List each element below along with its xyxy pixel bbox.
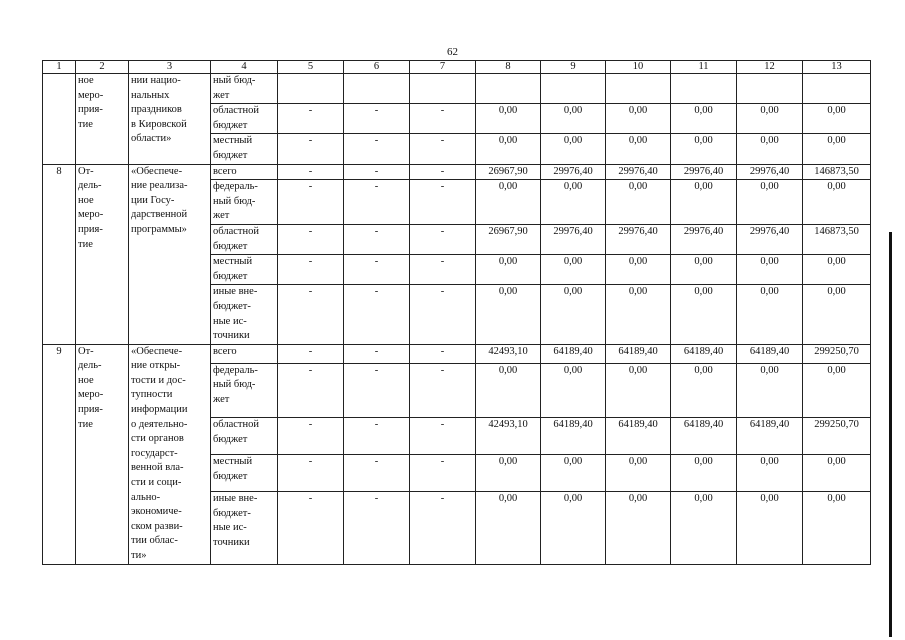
funding-source-cell: местный бюджет [211,455,278,492]
value-cell: 0,00 [541,104,606,134]
table-row [43,164,871,180]
value-cell: 64189,40 [606,344,671,363]
funding-source-cell: федераль- ный бюд- жет [211,180,278,225]
column-number-header: 10 [606,61,671,74]
value-cell: 0,00 [541,455,606,492]
value-cell [344,74,410,104]
value-cell: 64189,40 [541,344,606,363]
value-cell: 0,00 [803,180,871,225]
value-cell: - [410,134,476,164]
value-cell: - [278,164,344,180]
value-cell: - [344,255,410,285]
funding-source-cell: всего [211,344,278,363]
funding-source-cell: иные вне- бюджет- ные ис- точники [211,492,278,565]
value-cell: - [278,224,344,254]
value-cell: 64189,40 [671,344,737,363]
value-cell: - [278,134,344,164]
value-cell: 64189,40 [541,418,606,455]
value-cell: 26967,90 [476,164,541,180]
value-cell: 64189,40 [606,418,671,455]
funding-source-cell: местный бюджет [211,134,278,164]
value-cell: 0,00 [606,134,671,164]
budget-table [42,60,871,565]
column-number-header: 13 [803,61,871,74]
row-number-cell: 8 [43,164,76,344]
value-cell: - [344,285,410,344]
value-cell: - [278,104,344,134]
value-cell: 0,00 [671,180,737,225]
table-row [43,344,871,363]
value-cell: 0,00 [541,363,606,418]
value-cell: - [278,363,344,418]
value-cell [410,74,476,104]
value-cell: 64189,40 [737,418,803,455]
funding-source-cell: федераль- ный бюд- жет [211,363,278,418]
value-cell: 29976,40 [671,224,737,254]
value-cell: - [278,180,344,225]
funding-source-cell: иные вне- бюджет- ные ис- точники [211,285,278,344]
value-cell: 0,00 [476,134,541,164]
value-cell: 29976,40 [606,164,671,180]
value-cell: - [344,180,410,225]
value-cell: 26967,90 [476,224,541,254]
funding-source-cell: областной бюджет [211,418,278,455]
column-number-header: 11 [671,61,737,74]
value-cell: - [344,363,410,418]
funding-source-cell: областной бюджет [211,104,278,134]
value-cell: 0,00 [541,285,606,344]
value-cell: 0,00 [803,255,871,285]
measure-type-cell: От- дель- ное меро- прия- тие [76,344,129,564]
value-cell: 0,00 [476,363,541,418]
value-cell: - [344,224,410,254]
value-cell: 146873,50 [803,164,871,180]
column-number-header: 3 [129,61,211,74]
value-cell: 0,00 [541,180,606,225]
value-cell: 0,00 [737,255,803,285]
value-cell: 0,00 [606,104,671,134]
funding-source-cell: местный бюджет [211,255,278,285]
value-cell: 0,00 [476,492,541,565]
value-cell: 0,00 [671,134,737,164]
value-cell: - [410,180,476,225]
value-cell: - [344,104,410,134]
value-cell: 0,00 [737,134,803,164]
value-cell: - [410,344,476,363]
value-cell: - [344,455,410,492]
row-number-cell [43,74,76,165]
value-cell: 64189,40 [671,418,737,455]
value-cell: - [344,418,410,455]
value-cell: 0,00 [737,492,803,565]
value-cell: 0,00 [606,180,671,225]
column-number-header: 12 [737,61,803,74]
value-cell: 42493,10 [476,418,541,455]
value-cell: - [344,164,410,180]
value-cell: 0,00 [803,455,871,492]
value-cell: 0,00 [476,104,541,134]
value-cell: 0,00 [671,285,737,344]
value-cell: 0,00 [737,455,803,492]
value-cell: 0,00 [803,285,871,344]
value-cell: 0,00 [541,255,606,285]
column-number-header: 6 [344,61,410,74]
measure-name-cell: «Обеспече- ние реализа- ции Госу- дарственной программы» [129,164,211,344]
value-cell [278,74,344,104]
value-cell: 0,00 [476,255,541,285]
value-cell: - [278,492,344,565]
value-cell: 0,00 [671,104,737,134]
value-cell: - [410,455,476,492]
value-cell: 0,00 [737,363,803,418]
value-cell [803,74,871,104]
value-cell: 0,00 [476,180,541,225]
value-cell: 0,00 [671,492,737,565]
page-number: 62 [447,46,458,58]
value-cell: 0,00 [803,363,871,418]
value-cell: 0,00 [737,285,803,344]
value-cell: 299250,70 [803,418,871,455]
value-cell: 29976,40 [606,224,671,254]
column-number-header: 9 [541,61,606,74]
value-cell: - [278,344,344,363]
value-cell: 0,00 [606,363,671,418]
value-cell: 29976,40 [541,224,606,254]
column-number-header: 1 [43,61,76,74]
value-cell: 0,00 [606,285,671,344]
value-cell [541,74,606,104]
value-cell [737,74,803,104]
value-cell: 0,00 [476,285,541,344]
value-cell: - [410,492,476,565]
measure-name-cell: «Обеспече- ние откры- тости и дос- тупности информации о деятельно- сти органов государст- венной вла- сти и соци- ально- экономиче- ском разви- тии облас- ти» [129,344,211,564]
column-number-header: 2 [76,61,129,74]
value-cell: 0,00 [606,255,671,285]
value-cell: - [278,255,344,285]
value-cell: 146873,50 [803,224,871,254]
value-cell [671,74,737,104]
value-cell: - [410,363,476,418]
value-cell: 0,00 [803,104,871,134]
value-cell: - [278,455,344,492]
value-cell: 0,00 [541,134,606,164]
value-cell: - [410,224,476,254]
value-cell: 0,00 [606,455,671,492]
value-cell: 0,00 [606,492,671,565]
value-cell: 29976,40 [737,224,803,254]
measure-type-cell: От- дель- ное меро- прия- тие [76,164,129,344]
value-cell: 0,00 [737,104,803,134]
value-cell: - [344,344,410,363]
row-number-cell: 9 [43,344,76,564]
measure-type-cell: ное меро- прия- тие [76,74,129,165]
column-number-header: 8 [476,61,541,74]
value-cell: 0,00 [476,455,541,492]
value-cell: - [410,255,476,285]
funding-source-cell: всего [211,164,278,180]
value-cell: - [410,104,476,134]
value-cell: 29976,40 [541,164,606,180]
value-cell: 0,00 [541,492,606,565]
column-number-header: 7 [410,61,476,74]
value-cell [476,74,541,104]
funding-source-cell: областной бюджет [211,224,278,254]
scan-edge-bar [889,232,892,637]
value-cell: 0,00 [671,455,737,492]
value-cell: 0,00 [803,492,871,565]
value-cell: 29976,40 [671,164,737,180]
value-cell: 0,00 [803,134,871,164]
value-cell: - [410,285,476,344]
value-cell: - [278,418,344,455]
value-cell: 64189,40 [737,344,803,363]
header-row [43,61,871,74]
value-cell: - [278,285,344,344]
value-cell: 29976,40 [737,164,803,180]
value-cell: - [344,134,410,164]
value-cell: 299250,70 [803,344,871,363]
value-cell: 42493,10 [476,344,541,363]
funding-source-cell: ный бюд- жет [211,74,278,104]
table-row [43,74,871,104]
column-number-header: 5 [278,61,344,74]
value-cell: - [410,418,476,455]
value-cell [606,74,671,104]
value-cell: 0,00 [671,363,737,418]
value-cell: - [410,164,476,180]
column-number-header: 4 [211,61,278,74]
value-cell: 0,00 [737,180,803,225]
value-cell: - [344,492,410,565]
measure-name-cell: нии нацио- нальных праздников в Кировской области» [129,74,211,165]
value-cell: 0,00 [671,255,737,285]
